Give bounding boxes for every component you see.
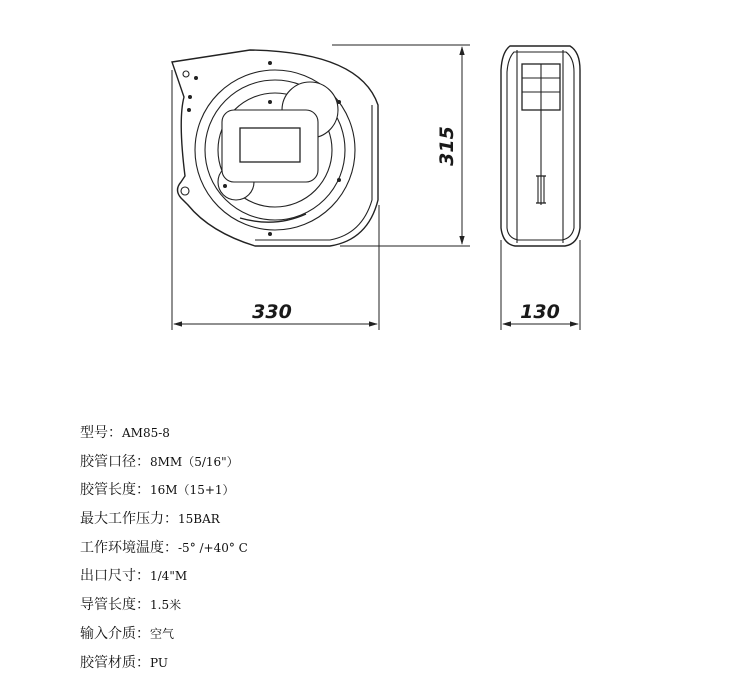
spec-label: 胶管口径： bbox=[80, 454, 150, 470]
front-view bbox=[172, 50, 378, 246]
spec-label: 最大工作压力： bbox=[80, 511, 178, 527]
spec-value: 1/4"M bbox=[150, 569, 187, 583]
spec-value: -5° /+40° C bbox=[178, 541, 248, 555]
spec-value: AM85-8 bbox=[122, 426, 170, 440]
spec-value: 空气 bbox=[150, 627, 174, 641]
spec-row-hose-material bbox=[80, 652, 248, 680]
spec-label: 胶管长度： bbox=[80, 482, 150, 498]
spec-row-model bbox=[80, 422, 248, 451]
width-dimension-label: 330 bbox=[252, 301, 292, 323]
spec-label: 输入介质： bbox=[80, 626, 150, 642]
depth-dimension-label: 130 bbox=[520, 301, 560, 323]
spec-value: 15BAR bbox=[178, 512, 220, 526]
spec-value: 16M（15+1） bbox=[150, 483, 235, 497]
spec-row-input-medium bbox=[80, 623, 248, 652]
spec-row-max-pressure bbox=[80, 508, 248, 537]
spec-row-lead-hose-length bbox=[80, 594, 248, 623]
spec-label: 型号： bbox=[80, 425, 122, 441]
spec-value: 8MM（5/16"） bbox=[150, 455, 239, 469]
spec-row-hose-length bbox=[80, 479, 248, 508]
spec-label: 工作环境温度： bbox=[80, 540, 178, 556]
spec-value: PU bbox=[150, 656, 168, 670]
spec-row-outlet-size bbox=[80, 565, 248, 594]
spec-row-temperature bbox=[80, 537, 248, 566]
side-view bbox=[501, 46, 580, 246]
height-dimension-label: 315 bbox=[436, 126, 458, 166]
spec-label: 胶管材质： bbox=[80, 655, 150, 671]
spec-value: 1.5米 bbox=[150, 598, 181, 612]
spec-label: 出口尺寸： bbox=[80, 568, 150, 584]
spec-list bbox=[80, 422, 248, 680]
spec-label: 导管长度： bbox=[80, 597, 150, 613]
spec-row-hose-diameter bbox=[80, 451, 248, 480]
